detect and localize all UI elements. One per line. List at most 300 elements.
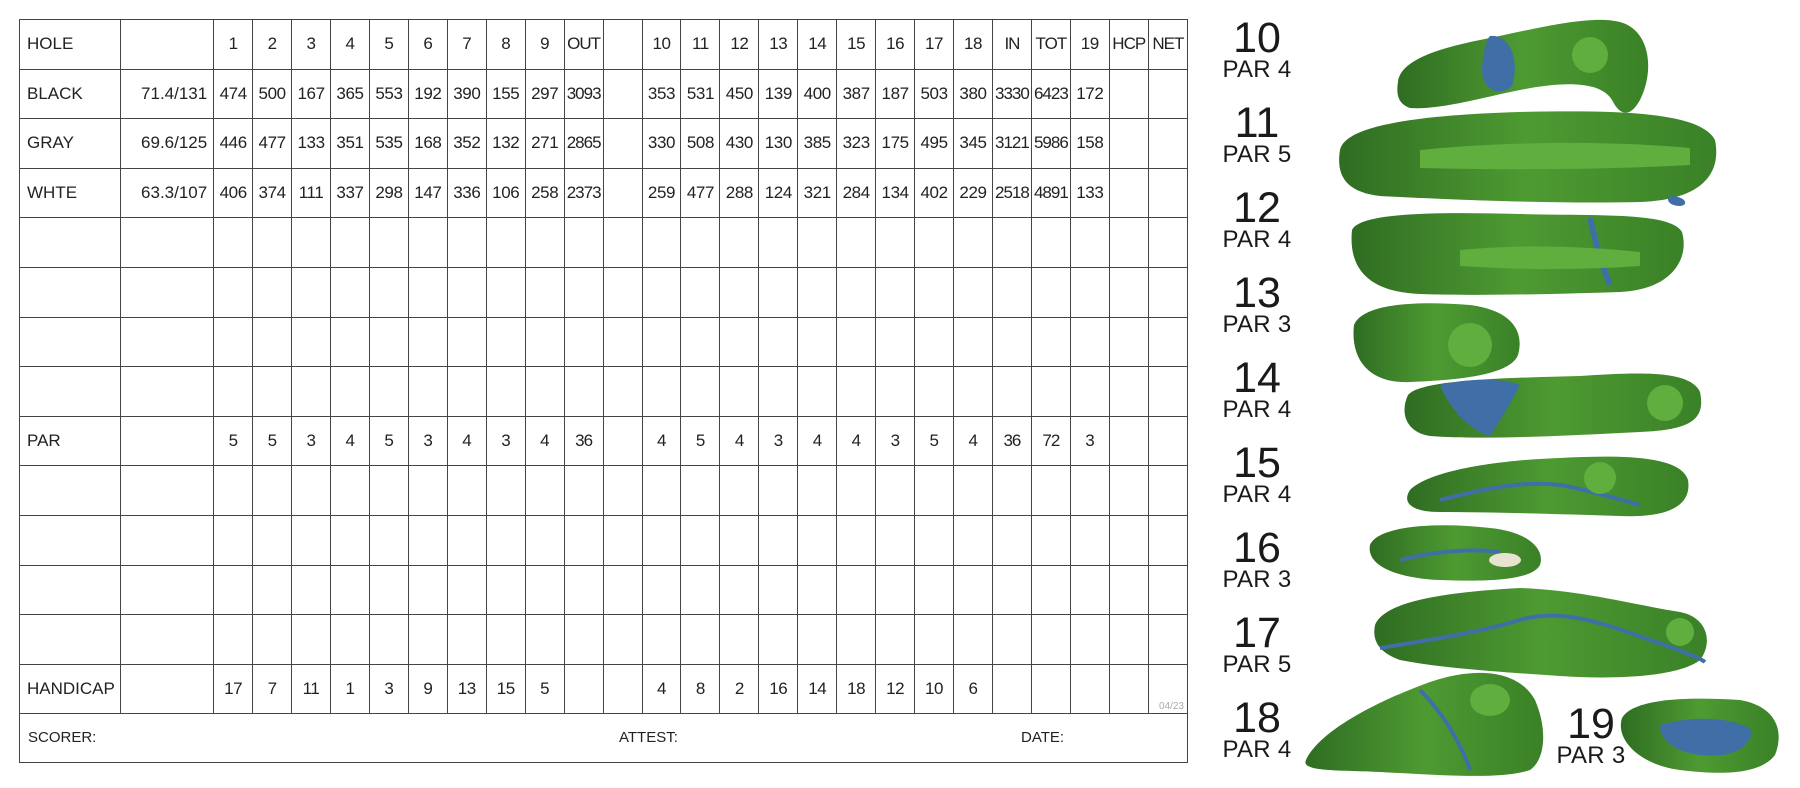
hole-front-1: 1: [214, 20, 253, 70]
score-7-row: [20, 565, 1188, 615]
score-7-front-3: [292, 565, 331, 615]
tee-gray-front-9: 271: [525, 119, 564, 169]
score-7-extra: [1070, 565, 1109, 615]
score-7-net: [1148, 565, 1187, 615]
tee-whte-tot: 4891: [1031, 168, 1070, 218]
tee-gray-back-18: 345: [954, 119, 993, 169]
score-3-out: [564, 317, 603, 367]
tee-gray-front-2: 477: [253, 119, 292, 169]
score-3-row: [20, 317, 1188, 367]
score-2-back-12: [720, 267, 759, 317]
score-6-back-15: [837, 515, 876, 565]
score-6-back-10: [642, 515, 681, 565]
hole-number: 13: [1233, 269, 1281, 317]
score-2-front-6: [408, 267, 447, 317]
score-4-back-12: [720, 367, 759, 417]
score-8-front-3: [292, 615, 331, 665]
hole-14-map: [1404, 373, 1701, 437]
score-3-front-4: [331, 317, 370, 367]
score-6-front-1: [214, 515, 253, 565]
score-7-front-7: [447, 565, 486, 615]
hole-par: PAR 3: [1222, 566, 1292, 593]
hole-front-9: 9: [525, 20, 564, 70]
score-1-front-2: [253, 218, 292, 268]
scorecard-table: [19, 19, 1188, 763]
score-1-rating: [121, 218, 214, 268]
score-1-in: [992, 218, 1031, 268]
par-front-2: 5: [253, 416, 292, 466]
par-label: PAR: [20, 416, 121, 466]
tee-black-front-9: 297: [525, 69, 564, 119]
par-front-4: 4: [331, 416, 370, 466]
hole-rating: [121, 20, 214, 70]
score-2-front-2: [253, 267, 292, 317]
tee-gray-blank: [603, 119, 642, 169]
hole-back-17: 17: [915, 20, 954, 70]
score-7-blank: [603, 565, 642, 615]
score-6-front-8: [486, 515, 525, 565]
hole-row: [20, 20, 1188, 70]
score-8-front-7: [447, 615, 486, 665]
tee-black-hcp: [1109, 69, 1148, 119]
tee-black-back-13: 139: [759, 69, 798, 119]
score-1-tot: [1031, 218, 1070, 268]
score-2-label: [20, 267, 121, 317]
par-back-15: 4: [837, 416, 876, 466]
score-7-front-1: [214, 565, 253, 615]
score-5-tot: [1031, 466, 1070, 516]
tee-gray-front-4: 351: [331, 119, 370, 169]
score-7-front-8: [486, 565, 525, 615]
score-3-back-14: [798, 317, 837, 367]
hole-12-map: [1352, 213, 1684, 295]
tee-black-front-8: 155: [486, 69, 525, 119]
score-4-extra: [1070, 367, 1109, 417]
hole-label-14: [1221, 354, 1293, 423]
score-3-front-8: [486, 317, 525, 367]
score-1-hcp: [1109, 218, 1148, 268]
handicap-back-14: 14: [798, 664, 837, 714]
score-4-back-18: [954, 367, 993, 417]
score-8-net: [1148, 615, 1187, 665]
tee-gray-rating: 69.6/125: [121, 119, 214, 169]
score-8-back-13: [759, 615, 798, 665]
score-5-back-14: [798, 466, 837, 516]
scorer-label: SCORER:: [28, 729, 97, 747]
tee-gray-out: 2865: [564, 119, 603, 169]
score-1-back-11: [681, 218, 720, 268]
score-2-back-18: [954, 267, 993, 317]
score-6-front-7: [447, 515, 486, 565]
score-8-extra: [1070, 615, 1109, 665]
par-in: 36: [992, 416, 1031, 466]
score-6-back-11: [681, 515, 720, 565]
hole-back-16: 16: [876, 20, 915, 70]
hole-13-map: [1353, 303, 1519, 382]
score-2-net: [1148, 267, 1187, 317]
handicap-back-16: 12: [876, 664, 915, 714]
score-1-out: [564, 218, 603, 268]
hole-16-map: [1370, 525, 1541, 580]
score-3-tot: [1031, 317, 1070, 367]
score-6-back-17: [915, 515, 954, 565]
hole-number: 10: [1233, 14, 1281, 62]
tee-whte-back-17: 402: [915, 168, 954, 218]
score-8-front-1: [214, 615, 253, 665]
handicap-out: [564, 664, 603, 714]
score-7-back-12: [720, 565, 759, 615]
score-4-label: [20, 367, 121, 417]
tee-whte-front-2: 374: [253, 168, 292, 218]
score-2-back-13: [759, 267, 798, 317]
score-6-rating: [121, 515, 214, 565]
score-3-back-12: [720, 317, 759, 367]
hole-par: PAR 5: [1222, 651, 1292, 678]
tee-whte-back-16: 134: [876, 168, 915, 218]
hole-back-15: 15: [837, 20, 876, 70]
score-7-hcp: [1109, 565, 1148, 615]
score-1-back-13: [759, 218, 798, 268]
hole-par: PAR 4: [1222, 396, 1292, 423]
handicap-front-1: 17: [214, 664, 253, 714]
hole-number: 18: [1233, 694, 1281, 742]
score-5-front-2: [253, 466, 292, 516]
score-8-tot: [1031, 615, 1070, 665]
score-3-front-7: [447, 317, 486, 367]
par-front-9: 4: [525, 416, 564, 466]
score-4-front-9: [525, 367, 564, 417]
par-front-6: 3: [408, 416, 447, 466]
score-5-in: [992, 466, 1031, 516]
score-4-back-16: [876, 367, 915, 417]
hole-front-3: 3: [292, 20, 331, 70]
score-6-back-14: [798, 515, 837, 565]
hole-back-12: 12: [720, 20, 759, 70]
score-2-front-3: [292, 267, 331, 317]
score-4-net: [1148, 367, 1187, 417]
tee-black-extra: 172: [1070, 69, 1109, 119]
score-4-front-1: [214, 367, 253, 417]
hole-17-map: [1374, 588, 1707, 677]
score-4-back-10: [642, 367, 681, 417]
hole-front-7: 7: [447, 20, 486, 70]
score-1-back-17: [915, 218, 954, 268]
score-5-back-17: [915, 466, 954, 516]
handicap-rating: [121, 664, 214, 714]
score-1-front-7: [447, 218, 486, 268]
tee-whte-front-1: 406: [214, 168, 253, 218]
tee-black-back-11: 531: [681, 69, 720, 119]
tee-whte-out: 2373: [564, 168, 603, 218]
score-3-extra: [1070, 317, 1109, 367]
score-8-label: [20, 615, 121, 665]
score-5-front-1: [214, 466, 253, 516]
hole-par: PAR 4: [1222, 56, 1292, 83]
tee-whte-back-13: 124: [759, 168, 798, 218]
hole-11-map: [1339, 111, 1716, 206]
score-8-row: [20, 615, 1188, 665]
signature-row: [20, 714, 1188, 763]
score-1-back-18: [954, 218, 993, 268]
par-net: [1148, 416, 1187, 466]
score-5-front-4: [331, 466, 370, 516]
score-1-back-10: [642, 218, 681, 268]
score-3-net: [1148, 317, 1187, 367]
score-8-back-15: [837, 615, 876, 665]
tee-whte-front-9: 258: [525, 168, 564, 218]
hole-in: IN: [992, 20, 1031, 70]
tee-whte-back-15: 284: [837, 168, 876, 218]
hole-front-4: 4: [331, 20, 370, 70]
score-4-blank: [603, 367, 642, 417]
tee-black-blank: [603, 69, 642, 119]
tee-whte-back-11: 477: [681, 168, 720, 218]
score-7-back-16: [876, 565, 915, 615]
hole-10-map: [1397, 20, 1648, 113]
score-8-back-18: [954, 615, 993, 665]
score-1-back-15: [837, 218, 876, 268]
score-4-in: [992, 367, 1031, 417]
tee-whte-back-10: 259: [642, 168, 681, 218]
handicap-front-3: 11: [292, 664, 331, 714]
score-2-front-1: [214, 267, 253, 317]
tee-whte-net: [1148, 168, 1187, 218]
score-2-front-8: [486, 267, 525, 317]
score-2-front-9: [525, 267, 564, 317]
par-front-3: 3: [292, 416, 331, 466]
tee-whte-rating: 63.3/107: [121, 168, 214, 218]
score-4-hcp: [1109, 367, 1148, 417]
score-1-label: [20, 218, 121, 268]
score-5-back-18: [954, 466, 993, 516]
hole-number: 15: [1233, 439, 1281, 487]
handicap-label: HANDICAP: [20, 664, 121, 714]
hole-15-map: [1407, 457, 1688, 517]
hole-number: 11: [1234, 99, 1280, 147]
par-tot: 72: [1031, 416, 1070, 466]
score-3-back-18: [954, 317, 993, 367]
tee-whte-blank: [603, 168, 642, 218]
hole-tot: TOT: [1031, 20, 1070, 70]
score-3-back-13: [759, 317, 798, 367]
score-1-front-8: [486, 218, 525, 268]
tee-whte-back-14: 321: [798, 168, 837, 218]
score-7-back-13: [759, 565, 798, 615]
handicap-front-4: 1: [331, 664, 370, 714]
tee-black-rating: 71.4/131: [121, 69, 214, 119]
tee-gray-back-11: 508: [681, 119, 720, 169]
score-1-front-3: [292, 218, 331, 268]
score-5-back-12: [720, 466, 759, 516]
score-3-front-3: [292, 317, 331, 367]
tee-black-front-4: 365: [331, 69, 370, 119]
score-5-net: [1148, 466, 1187, 516]
tee-whte-back-18: 229: [954, 168, 993, 218]
score-2-in: [992, 267, 1031, 317]
hole-number: 19: [1567, 700, 1615, 748]
handicap-back-18: 6: [954, 664, 993, 714]
score-7-back-17: [915, 565, 954, 615]
score-8-blank: [603, 615, 642, 665]
par-row: [20, 416, 1188, 466]
hole-front-6: 6: [408, 20, 447, 70]
score-4-back-14: [798, 367, 837, 417]
score-4-rating: [121, 367, 214, 417]
tee-gray-front-8: 132: [486, 119, 525, 169]
hole-front-5: 5: [369, 20, 408, 70]
score-3-back-10: [642, 317, 681, 367]
score-2-back-10: [642, 267, 681, 317]
tee-black-back-14: 400: [798, 69, 837, 119]
score-7-label: [20, 565, 121, 615]
tee-black-out: 3093: [564, 69, 603, 119]
tee-whte-front-3: 111: [292, 168, 331, 218]
tee-whte-front-7: 336: [447, 168, 486, 218]
score-3-back-17: [915, 317, 954, 367]
tee-gray-back-15: 323: [837, 119, 876, 169]
score-3-rating: [121, 317, 214, 367]
score-8-front-5: [369, 615, 408, 665]
hole-extra: 19: [1070, 20, 1109, 70]
par-front-5: 5: [369, 416, 408, 466]
tee-black-net: [1148, 69, 1187, 119]
score-6-back-18: [954, 515, 993, 565]
score-5-front-6: [408, 466, 447, 516]
score-3-back-15: [837, 317, 876, 367]
score-6-back-13: [759, 515, 798, 565]
handicap-blank: [603, 664, 642, 714]
score-5-front-5: [369, 466, 408, 516]
score-6-back-12: [720, 515, 759, 565]
score-4-tot: [1031, 367, 1070, 417]
score-5-label: [20, 466, 121, 516]
tee-gray-front-6: 168: [408, 119, 447, 169]
score-2-blank: [603, 267, 642, 317]
score-8-back-12: [720, 615, 759, 665]
par-front-1: 5: [214, 416, 253, 466]
score-6-front-2: [253, 515, 292, 565]
handicap-back-11: 8: [681, 664, 720, 714]
score-4-front-4: [331, 367, 370, 417]
hole-out: OUT: [564, 20, 603, 70]
score-1-front-6: [408, 218, 447, 268]
score-5-back-10: [642, 466, 681, 516]
hole-front-8: 8: [486, 20, 525, 70]
handicap-front-6: 9: [408, 664, 447, 714]
hole-par: PAR 4: [1222, 481, 1292, 508]
tee-black-in: 3330: [992, 69, 1031, 119]
hole-number: 17: [1233, 609, 1281, 657]
hole-label-16: [1221, 524, 1293, 593]
par-back-13: 3: [759, 416, 798, 466]
score-1-back-16: [876, 218, 915, 268]
score-2-back-11: [681, 267, 720, 317]
handicap-extra: [1070, 664, 1109, 714]
tee-whte-in: 2518: [992, 168, 1031, 218]
tee-gray-back-17: 495: [915, 119, 954, 169]
handicap-front-2: 7: [253, 664, 292, 714]
score-6-in: [992, 515, 1031, 565]
score-7-front-6: [408, 565, 447, 615]
score-1-front-1: [214, 218, 253, 268]
score-4-front-7: [447, 367, 486, 417]
hole-blank: [603, 20, 642, 70]
score-7-in: [992, 565, 1031, 615]
score-7-front-2: [253, 565, 292, 615]
hole-label: HOLE: [20, 20, 121, 70]
attest-label: ATTEST:: [619, 729, 678, 747]
score-3-in: [992, 317, 1031, 367]
score-2-front-7: [447, 267, 486, 317]
tee-black-tot: 6423: [1031, 69, 1070, 119]
score-8-front-2: [253, 615, 292, 665]
tee-black-back-12: 450: [720, 69, 759, 119]
score-7-front-9: [525, 565, 564, 615]
score-8-back-11: [681, 615, 720, 665]
score-4-back-15: [837, 367, 876, 417]
score-1-back-14: [798, 218, 837, 268]
tee-gray-back-14: 385: [798, 119, 837, 169]
par-back-10: 4: [642, 416, 681, 466]
tee-gray-tot: 5986: [1031, 119, 1070, 169]
score-4-front-2: [253, 367, 292, 417]
score-2-front-5: [369, 267, 408, 317]
score-6-front-4: [331, 515, 370, 565]
score-5-hcp: [1109, 466, 1148, 516]
score-8-front-6: [408, 615, 447, 665]
par-front-8: 3: [486, 416, 525, 466]
score-4-out: [564, 367, 603, 417]
hole-front-2: 2: [253, 20, 292, 70]
score-2-back-16: [876, 267, 915, 317]
score-5-front-3: [292, 466, 331, 516]
handicap-hcp: [1109, 664, 1148, 714]
hole-label-18: [1221, 694, 1293, 763]
hole-19-map: [1621, 699, 1779, 773]
score-5-back-15: [837, 466, 876, 516]
tee-gray-front-1: 446: [214, 119, 253, 169]
tee-gray-back-10: 330: [642, 119, 681, 169]
score-8-out: [564, 615, 603, 665]
score-8-front-9: [525, 615, 564, 665]
hole-par: PAR 5: [1222, 141, 1292, 168]
date-label: DATE:: [1021, 729, 1065, 747]
score-6-net: [1148, 515, 1187, 565]
score-2-front-4: [331, 267, 370, 317]
score-2-back-14: [798, 267, 837, 317]
score-1-extra: [1070, 218, 1109, 268]
score-2-hcp: [1109, 267, 1148, 317]
par-blank: [603, 416, 642, 466]
tee-whte-row: [20, 168, 1188, 218]
hole-label-13: [1221, 269, 1293, 338]
tee-gray-back-16: 175: [876, 119, 915, 169]
score-2-tot: [1031, 267, 1070, 317]
score-8-rating: [121, 615, 214, 665]
tee-gray-hcp: [1109, 119, 1148, 169]
score-6-back-16: [876, 515, 915, 565]
score-5-extra: [1070, 466, 1109, 516]
score-5-rating: [121, 466, 214, 516]
par-front-7: 4: [447, 416, 486, 466]
tee-black-back-15: 387: [837, 69, 876, 119]
tee-whte-front-8: 106: [486, 168, 525, 218]
handicap-in: [992, 664, 1031, 714]
hole-label-10: [1221, 14, 1293, 83]
tee-black-label: BLACK: [20, 69, 121, 119]
par-back-14: 4: [798, 416, 837, 466]
hole-maps: [1300, 0, 1800, 788]
